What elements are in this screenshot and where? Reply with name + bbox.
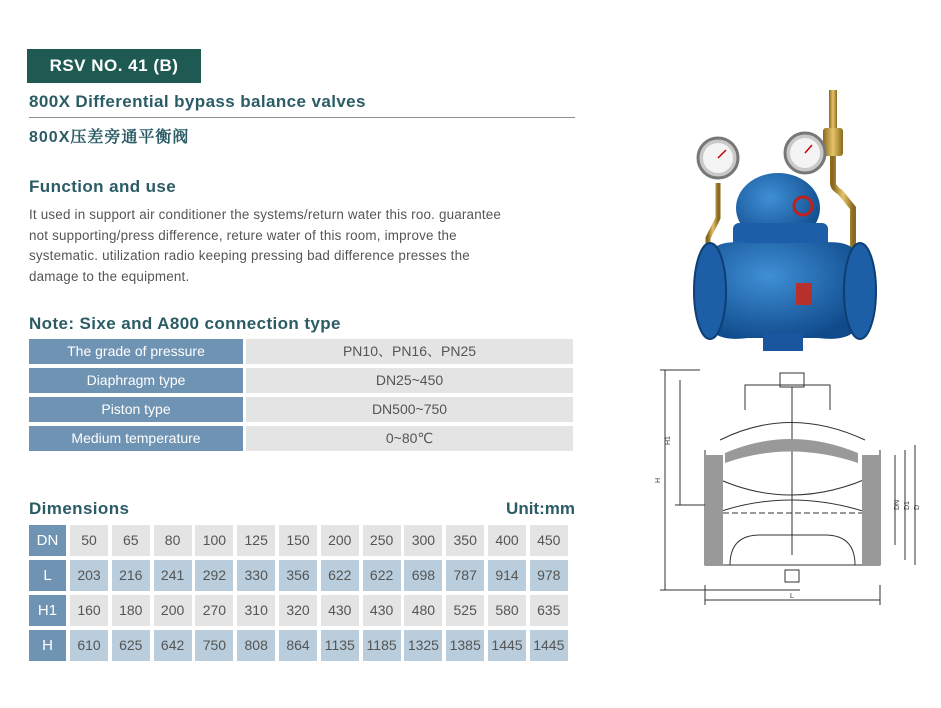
dim-cell: 65 <box>112 525 150 556</box>
dim-cell: 270 <box>195 595 233 626</box>
note-value: PN10、PN16、PN25 <box>246 339 573 364</box>
function-line: systematic. utilization radio keeping pressing bad difference presses the <box>29 248 470 263</box>
product-title-en: 800X Differential bypass balance valves <box>29 92 366 111</box>
dim-cell: 978 <box>530 560 568 591</box>
dim-cell: 914 <box>488 560 526 591</box>
dim-cell: 610 <box>70 630 108 661</box>
dim-cell: 216 <box>112 560 150 591</box>
dimensions-heading: Dimensions <box>29 499 130 518</box>
function-description <box>29 205 577 287</box>
dim-cell: 356 <box>279 560 317 591</box>
dim-cell: 300 <box>404 525 442 556</box>
function-heading: Function and use <box>29 177 177 196</box>
model-badge: RSV NO. 41 (B) <box>27 49 201 83</box>
dim-cell: 330 <box>237 560 275 591</box>
dim-cell: 430 <box>363 595 401 626</box>
drawing-label-h1: H1 <box>665 436 672 445</box>
dim-row-header: H1 <box>29 595 66 626</box>
note-heading: Note: Sixe and A800 connection type <box>29 314 341 333</box>
note-label: Piston type <box>29 397 243 422</box>
note-value: 0~80℃ <box>246 426 573 451</box>
dim-cell: 635 <box>530 595 568 626</box>
dim-cell: 241 <box>154 560 192 591</box>
dim-cell: 200 <box>321 525 359 556</box>
dim-cell: 400 <box>488 525 526 556</box>
note-label: The grade of pressure <box>29 339 243 364</box>
drawing-label-h: H <box>655 477 662 483</box>
drawing-label-dn: DN <box>894 499 901 510</box>
dim-row-header: DN <box>29 525 66 556</box>
valve-dimension-drawing <box>650 365 930 605</box>
dim-cell: 1325 <box>404 630 442 661</box>
dim-cell: 864 <box>279 630 317 661</box>
dim-cell: 125 <box>237 525 275 556</box>
note-label: Diaphragm type <box>29 368 243 393</box>
dim-cell: 698 <box>404 560 442 591</box>
drawing-label-d: D <box>914 504 921 510</box>
dim-cell: 622 <box>321 560 359 591</box>
drawing-label-d1: D1 <box>904 501 911 510</box>
dim-cell: 1445 <box>530 630 568 661</box>
dim-cell: 622 <box>363 560 401 591</box>
dim-cell: 642 <box>154 630 192 661</box>
dim-cell: 250 <box>363 525 401 556</box>
function-line: damage to the equipment. <box>29 268 190 284</box>
dim-cell: 1445 <box>488 630 526 661</box>
dim-cell: 80 <box>154 525 192 556</box>
dim-cell: 750 <box>195 630 233 661</box>
function-line: not supporting/press difference, reture water of this room, improve the <box>29 227 457 243</box>
dim-cell: 808 <box>237 630 275 661</box>
note-value: DN500~750 <box>246 397 573 422</box>
note-value: DN25~450 <box>246 368 573 393</box>
dimensions-unit: Unit:mm <box>506 499 575 518</box>
dim-cell: 292 <box>195 560 233 591</box>
dim-cell: 1135 <box>321 630 359 661</box>
dim-cell: 310 <box>237 595 275 626</box>
drawing-label-l: L <box>790 593 794 600</box>
dim-row-header: L <box>29 560 66 591</box>
dim-cell: 580 <box>488 595 526 626</box>
dim-cell: 180 <box>112 595 150 626</box>
dim-cell: 203 <box>70 560 108 591</box>
dim-cell: 430 <box>321 595 359 626</box>
title-divider <box>29 117 575 118</box>
dim-cell: 150 <box>279 525 317 556</box>
dim-cell: 200 <box>154 595 192 626</box>
dim-cell: 625 <box>112 630 150 661</box>
dim-cell: 320 <box>279 595 317 626</box>
dim-cell: 480 <box>404 595 442 626</box>
product-title-cn: 800X压差旁通平衡阀 <box>29 129 190 146</box>
dim-cell: 350 <box>446 525 484 556</box>
dim-cell: 787 <box>446 560 484 591</box>
dim-cell: 160 <box>70 595 108 626</box>
dim-cell: 1385 <box>446 630 484 661</box>
dim-cell: 525 <box>446 595 484 626</box>
function-line: It used in support air conditioner the systems/return water this roo. guarantee <box>29 207 502 222</box>
dim-cell: 100 <box>195 525 233 556</box>
dim-cell: 450 <box>530 525 568 556</box>
valve-photo <box>688 88 883 358</box>
dim-cell: 1185 <box>363 630 401 661</box>
dim-cell: 50 <box>70 525 108 556</box>
dim-row-header: H <box>29 630 66 661</box>
note-label: Medium temperature <box>29 426 243 451</box>
